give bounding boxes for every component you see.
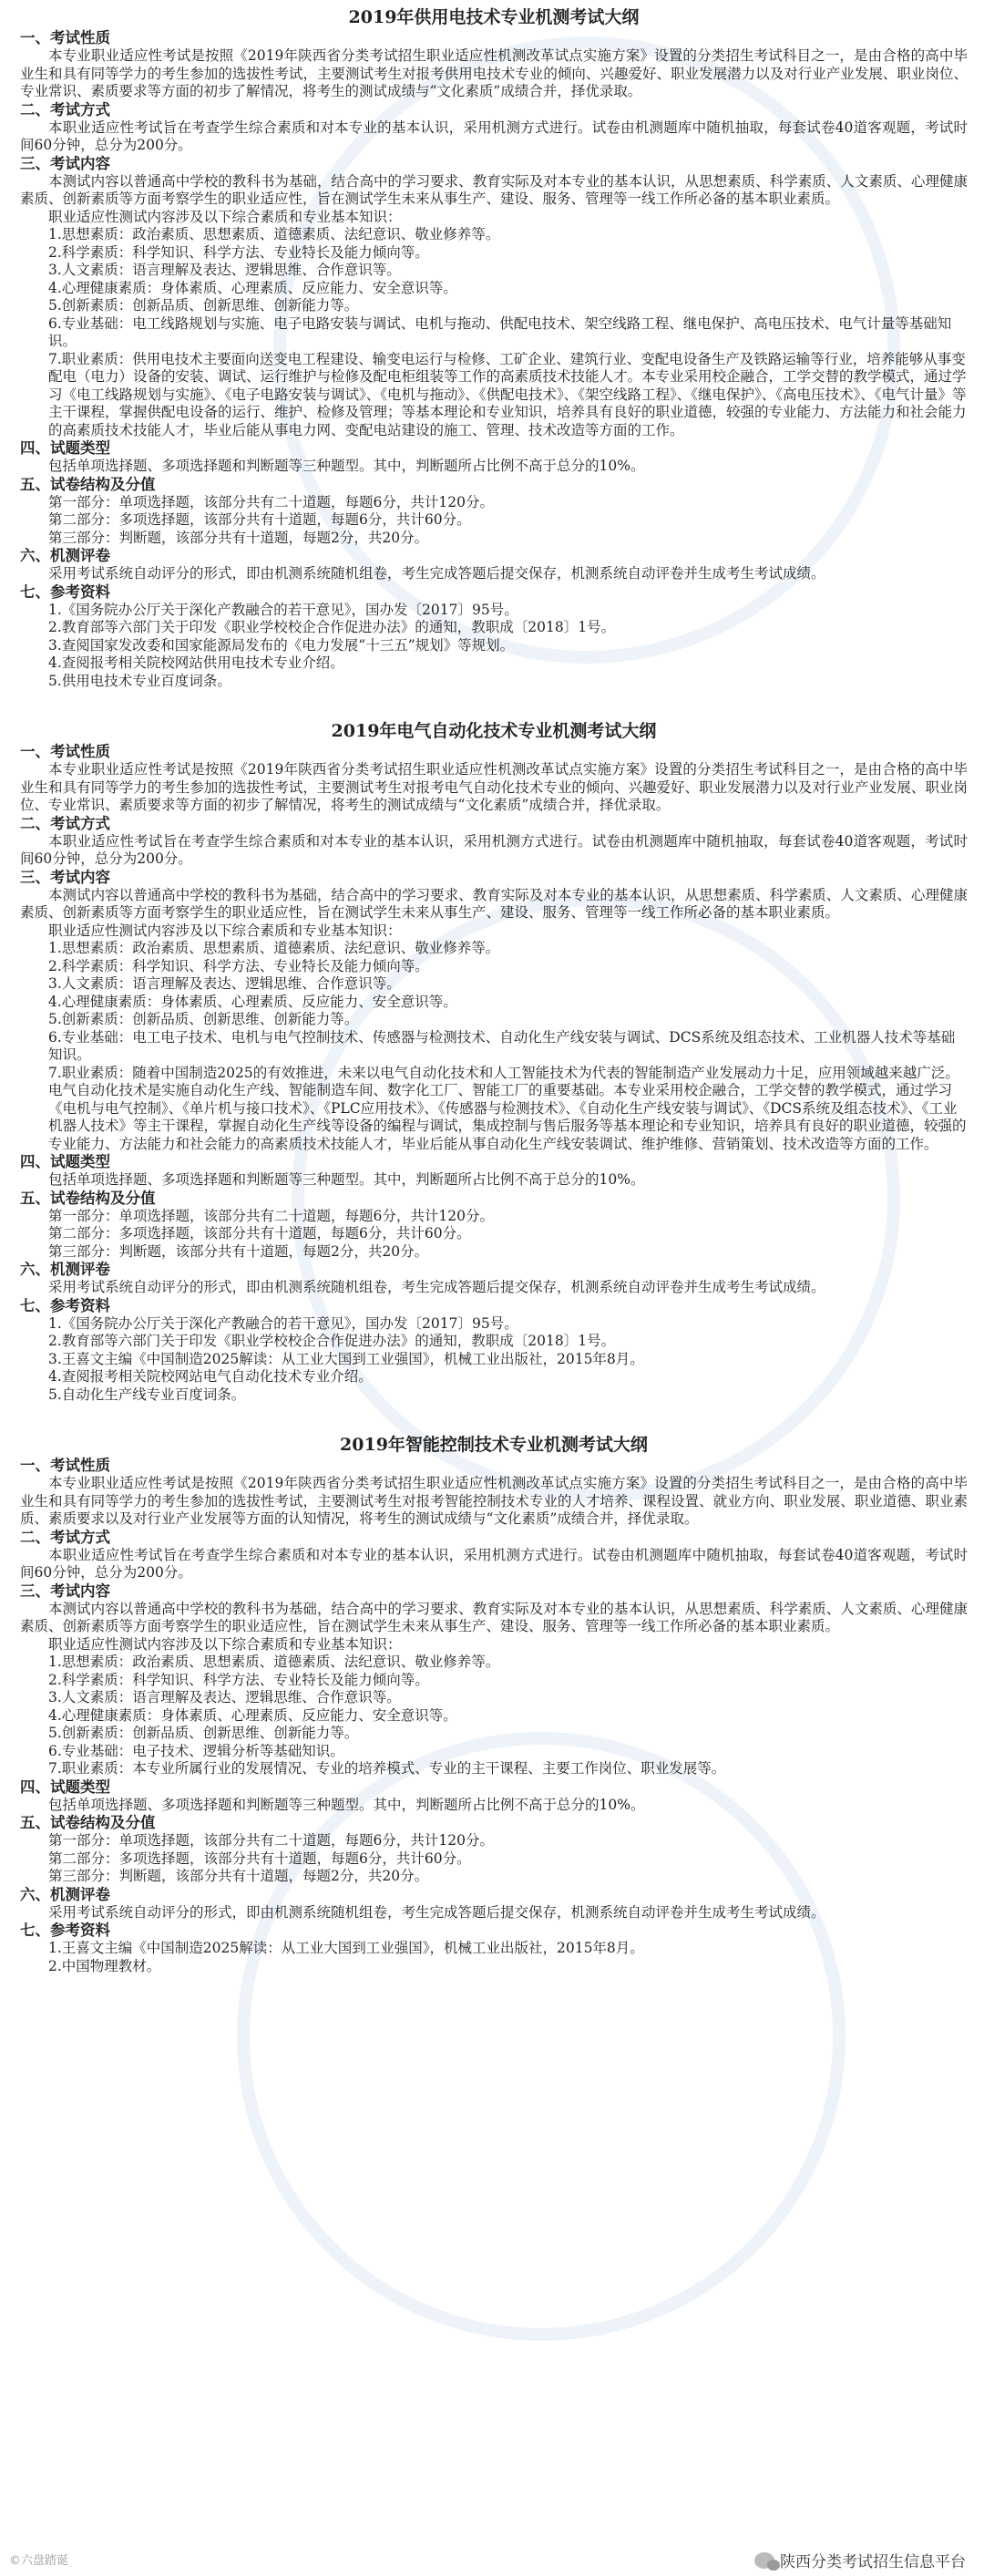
paragraph: 包括单项选择题、多项选择题和判断题等三种题型。其中，判断题所占比例不高于总分的10%。 (48, 1796, 645, 1813)
list-item: 第一部分：单项选择题，该部分共有二十道题，每题6分，共计120分。 (48, 493, 494, 510)
section-title: 2019年电气自动化技术专业机测考试大纲 (331, 721, 657, 741)
section-title: 2019年智能控制技术专业机测考试大纲 (340, 1435, 648, 1455)
paragraph: 本专业职业适应性考试是按照《2019年陕西省分类考试招生职业适应性机测改革试点实施方案》设置的分类招生考试科目之一，是由合格的高中毕业生和具有同等学力的考生参加的选拔性考试，主要测试考生对报考供用电技术专业的倾向、兴趣爱好、职业发展潜力以及对行业产业发展、职业岗位、专业常识、素质要求等方面的初步了解情况，将考生的测试成绩与“文化素质”成绩合并，择优录取。 (20, 47, 968, 99)
heading-exam-content: 三、考试内容 (20, 868, 110, 886)
reference-item: 2.教育部等六部门关于印发《职业学校校企合作促进办法》的通知，教职成〔2018〕1号。 (48, 1333, 616, 1349)
paragraph: 本测试内容以普通高中学校的教科书为基础，结合高中的学习要求、教育实际及对本专业的基本认识，从思想素质、科学素质、人文素质、心理健康素质、创新素质等方面考察学生的职业适应性，旨在测试学生未来从事生产、建设、服务、管理等一线工作所必备的基本职业素质。 (20, 1600, 968, 1634)
heading-exam-nature: 一、考试性质 (20, 743, 110, 760)
list-item: 第二部分：多项选择题，该部分共有十道题，每题6分，共计60分。 (48, 1225, 471, 1242)
reference-item: 2.教育部等六部门关于印发《职业学校校企合作促进办法》的通知，教职成〔2018〕1号。 (48, 619, 616, 635)
list-item: 6.专业基础：电子技术、逻辑分析等基础知识。 (48, 1742, 344, 1759)
heading-structure: 五、试卷结构及分值 (20, 1814, 156, 1831)
heading-question-types: 四、试题类型 (20, 439, 110, 457)
paragraph: 本专业职业适应性考试是按照《2019年陕西省分类考试招生职业适应性机测改革试点实施方案》设置的分类招生考试科目之一，是由合格的高中毕业生和具有同等学力的考生参加的选拔性考试，主要测试考生对报考电气自动化技术专业的倾向、兴趣爱好、职业发展潜力以及对行业产业发展、职业岗位、专业常识、素质要求等方面的初步了解情况，将考生的测试成绩与“文化素质”成绩合并，择优录取。 (20, 761, 968, 813)
list-item: 3.人文素质：语言理解及表达、逻辑思维、合作意识等。 (48, 975, 401, 992)
paragraph: 包括单项选择题、多项选择题和判断题等三种题型。其中，判断题所占比例不高于总分的10%。 (48, 1171, 645, 1188)
list-item: 1.思想素质：政治素质、思想素质、道德素质、法纪意识、敬业修养等。 (48, 1654, 500, 1670)
list-item: 2.科学素质：科学知识、科学方法、专业特长及能力倾向等。 (48, 243, 429, 261)
heading-grading: 六、机测评卷 (20, 1885, 110, 1903)
paragraph: 包括单项选择题、多项选择题和判断题等三种题型。其中，判断题所占比例不高于总分的10%。 (48, 458, 645, 474)
list-item: 5.创新素质：创新品质、创新思维、创新能力等。 (48, 1725, 359, 1741)
list-item: 第三部分：判断题，该部分共有十道题，每题2分，共20分。 (48, 1242, 429, 1260)
list-item: 第三部分：判断题，该部分共有十道题，每题2分，共20分。 (48, 529, 429, 546)
account-name: 陕西分类考试招生信息平台 (780, 2553, 966, 2571)
footer-bar (0, 2543, 984, 2576)
heading-structure: 五、试卷结构及分值 (20, 475, 156, 493)
heading-exam-content: 三、考试内容 (20, 154, 110, 172)
list-item: 4.心理健康素质：身体素质、心理素质、反应能力、安全意识等。 (48, 993, 457, 1010)
paragraph: 职业适应性测试内容涉及以下综合素质和专业基本知识： (48, 922, 402, 939)
syllabus-section (20, 721, 968, 1404)
paragraph: 本专业职业适应性考试是按照《2019年陕西省分类考试招生职业适应性机测改革试点实施方案》设置的分类招生考试科目之一，是由合格的高中毕业生和具有同等学力的考生参加的选拔性考试，主要测试考生对报考智能控制技术专业的人才培养、课程设置、就业方向、职业发展、职业道德、职业素质、素质要求以及对行业产业发展等方面的认知情况，将考生的测试成绩与“文化素质”成绩合并，择优录取。 (20, 1475, 968, 1527)
paragraph: 本职业适应性考试旨在考查学生综合素质和对本专业的基本认识，采用机测方式进行。试卷由机测题库中随机抽取，每套试卷40道客观题，考试时间60分钟，总分为200分。 (20, 1546, 968, 1581)
section-title: 2019年供用电技术专业机测考试大纲 (348, 7, 640, 27)
list-item: 4.心理健康素质：身体素质、心理素质、反应能力、安全意识等。 (48, 1706, 457, 1724)
reference-item: 2.中国物理教材。 (48, 1957, 161, 1974)
paragraph: 本测试内容以普通高中学校的教科书为基础，结合高中的学习要求、教育实际及对本专业的基本认识，从思想素质、科学素质、人文素质、心理健康素质、创新素质等方面考察学生的职业适应性，旨在测试学生未来从事生产、建设、服务、管理等一线工作所必备的基本职业素质。 (20, 172, 968, 207)
document-body (20, 5, 968, 2006)
reference-item: 1.《国务院办公厅关于深化产教融合的若干意见》，国办发〔2017〕95号。 (48, 1314, 518, 1332)
reference-item: 3.查阅国家发改委和国家能源局发布的《电力发展“十三五”规划》等规划。 (48, 636, 515, 654)
list-item: 第二部分：多项选择题，该部分共有十道题，每题6分，共计60分。 (48, 1850, 471, 1867)
syllabus-section (20, 7, 968, 690)
reference-item: 1.《国务院办公厅关于深化产教融合的若干意见》，国办发〔2017〕95号。 (48, 601, 518, 618)
list-item: 7.职业素质：本专业所属行业的发展情况、专业的培养模式、专业的主干课程、主要工作岗位、职业发展等。 (48, 1760, 726, 1777)
wechat-icon (754, 2552, 774, 2569)
list-item: 第二部分：多项选择题，该部分共有十道题，每题6分，共计60分。 (48, 511, 471, 528)
heading-exam-method: 二、考试方式 (20, 100, 110, 118)
list-item: 2.科学素质：科学知识、科学方法、专业特长及能力倾向等。 (48, 957, 429, 974)
reference-item: 5.自动化生产线专业百度词条。 (48, 1386, 246, 1403)
heading-grading: 六、机测评卷 (20, 547, 110, 564)
list-item: 3.人文素质：语言理解及表达、逻辑思维、合作意识等。 (48, 262, 401, 278)
source-account (754, 2549, 966, 2571)
list-item: 5.创新素质：创新品质、创新思维、创新能力等。 (48, 1011, 359, 1027)
list-item: 6.专业基础：电工线路规划与实施、电子电路安装与调试、电机与拖动、供配电技术、架空线路工程、继电保护、高电压技术、电气计量等基础知识。 (48, 314, 952, 349)
paragraph: 本测试内容以普通高中学校的教科书为基础，结合高中的学习要求、教育实际及对本专业的基本认识，从思想素质、科学素质、人文素质、心理健康素质、创新素质等方面考察学生的职业适应性，旨在测试学生未来从事生产、建设、服务、管理等一线工作所必备的基本职业素质。 (20, 886, 968, 921)
heading-exam-method: 二、考试方式 (20, 814, 110, 832)
heading-exam-nature: 一、考试性质 (20, 1457, 110, 1474)
reference-item: 5.供用电技术专业百度词条。 (48, 672, 231, 689)
list-item: 5.创新素质：创新品质、创新思维、创新能力等。 (48, 297, 359, 314)
list-item: 第一部分：单项选择题，该部分共有二十道题，每题6分，共计120分。 (48, 1207, 494, 1224)
paragraph: 本职业适应性考试旨在考查学生综合素质和对本专业的基本认识，采用机测方式进行。试卷由机测题库中随机抽取，每套试卷40道客观题，考试时间60分钟，总分为200分。 (20, 118, 968, 153)
reference-item: 4.查阅报考相关院校网站供用电技术专业介绍。 (48, 654, 344, 671)
reference-item: 3.王喜文主编《中国制造2025解读：从工业大国到工业强国》，机械工业出版社，2015年8月。 (48, 1350, 644, 1367)
list-item: 2.科学素质：科学知识、科学方法、专业特长及能力倾向等。 (48, 1671, 429, 1688)
heading-references: 七、参考资料 (20, 1922, 110, 1939)
reference-item: 1.王喜文主编《中国制造2025解读：从工业大国到工业强国》，机械工业出版社，2015年8月。 (48, 1940, 644, 1956)
list-item: 7.职业素质：供用电技术主要面向送变电工程建设、输变电运行与检修、工矿企业、建筑行业、变配电设备生产及铁路运输等行业，培养能够从事变配电（电力）设备的安装、调试、运行维护与检修及配电柜组装等工作的高素质技术技能人才。本专业采用校企融合，工学交替的教学模式，通过学习《电工线路规划与实施》、《电子电路安装与调试》、《电机与拖动》、《供配电技术》、《架空线路工程》、《继电保护》、《高电压技术》、《电气计量》等主干课程，掌握供配电设备的运行、维护、检修及管理；等基本理论和专业知识，培养具有良好的职业道德，较强的专业能力、方法能力和社会能力的高素质技术技能人才，毕业后能从事电力网、变配电站建设的施工、管理、技术改造等方面的工作。 (48, 350, 967, 438)
list-item: 3.人文素质：语言理解及表达、逻辑思维、合作意识等。 (48, 1689, 401, 1705)
paragraph: 职业适应性测试内容涉及以下综合素质和专业基本知识： (48, 208, 402, 225)
paragraph: 采用考试系统自动评分的形式，即由机测系统随机组卷，考生完成答题后提交保存，机测系统自动评卷并生成考生考试成绩。 (48, 1279, 825, 1295)
list-item: 第三部分：判断题，该部分共有十道题，每题2分，共20分。 (48, 1868, 429, 1884)
paragraph: 本职业适应性考试旨在考查学生综合素质和对本专业的基本认识，采用机测方式进行。试卷由机测题库中随机抽取，每套试卷40道客观题，考试时间60分钟，总分为200分。 (20, 832, 968, 867)
paragraph: 采用考试系统自动评分的形式，即由机测系统随机组卷，考生完成答题后提交保存，机测系统自动评卷并生成考生考试成绩。 (48, 565, 825, 582)
heading-question-types: 四、试题类型 (20, 1777, 110, 1796)
list-item: 1.思想素质：政治素质、思想素质、道德素质、法纪意识、敬业修养等。 (48, 226, 500, 242)
list-item: 第一部分：单项选择题，该部分共有二十道题，每题6分，共计120分。 (48, 1832, 494, 1849)
reference-item: 4.查阅报考相关院校网站电气自动化技术专业介绍。 (48, 1368, 373, 1385)
heading-exam-nature: 一、考试性质 (20, 29, 110, 46)
list-item: 1.思想素质：政治素质、思想素质、道德素质、法纪意识、敬业修养等。 (48, 940, 500, 956)
list-item: 7.职业素质：随着中国制造2025的有效推进，未来以电气自动化技术和人工智能技术为代表的智能制造产业发展动力十足，应用领域越来越广泛。电气自动化技术是实施自动化生产线、智能制造车间、数字化工厂、智能工厂的重要基础。本专业采用校企融合，工学交替的教学模式，通过学习《电机与电气控制》、《单片机与接口技术》、《PLC应用技术》、《传感器与检测技术》、《自动化生产线安装与调试》、《DCS系统及组态技术》、《工业机器人技术》等主干课程，掌握自动化生产线等设备的编程与调试，集成控制与售后服务等基本理论和专业知识，培养具有良好的职业道德，较强的专业能力、方法能力和社会能力的高素质技术技能人才，毕业后能从事自动化生产线安装调试、维护维修、营销策划、技术改造等方面的工作。 (48, 1064, 967, 1152)
paragraph: 采用考试系统自动评分的形式，即由机测系统随机组卷，考生完成答题后提交保存，机测系统自动评卷并生成考生考试成绩。 (48, 1903, 825, 1921)
corner-watermark: ©六盘踏诞 (9, 2554, 69, 2568)
paragraph: 职业适应性测试内容涉及以下综合素质和专业基本知识： (48, 1635, 402, 1653)
heading-exam-content: 三、考试内容 (20, 1582, 110, 1600)
list-item: 6.专业基础：电工电子技术、电机与电气控制技术、传感器与检测技术、自动化生产线安装与调试、DCS系统及组态技术、工业机器人技术等基础知识。 (48, 1028, 956, 1063)
syllabus-section (20, 1435, 968, 1975)
heading-references: 七、参考资料 (20, 1296, 110, 1314)
list-item: 4.心理健康素质：身体素质、心理素质、反应能力、安全意识等。 (48, 279, 457, 296)
heading-references: 七、参考资料 (20, 582, 110, 601)
heading-structure: 五、试卷结构及分值 (20, 1189, 156, 1207)
heading-grading: 六、机测评卷 (20, 1261, 110, 1278)
heading-question-types: 四、试题类型 (20, 1153, 110, 1170)
heading-exam-method: 二、考试方式 (20, 1528, 110, 1546)
